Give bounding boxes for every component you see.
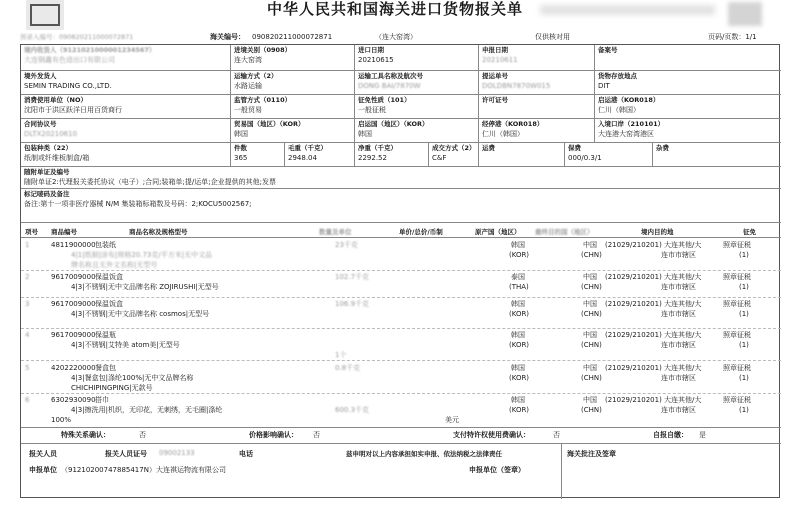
item-levy: 照章征税: [723, 364, 751, 372]
legal-statement: 兹申明对以上内容承担如实申报、依法纳税之法律责任: [346, 450, 502, 458]
bill-label: 提运单号: [482, 72, 508, 80]
supervision-label: 监管方式（0110）: [234, 96, 292, 104]
corner-barcode-icon: [728, 2, 762, 26]
pre-entry-label: 预录入编号：: [20, 33, 59, 41]
item-origin: 韩国: [511, 241, 525, 249]
item-spec-2: 100%: [51, 416, 72, 424]
item-qty: 102.7千克: [335, 273, 370, 281]
license-label: 许可证号: [482, 96, 508, 104]
declare-date-value: 20210611: [482, 56, 518, 64]
item-code: 4811900000: [51, 241, 96, 249]
package-label: 包装种类（22）: [24, 144, 73, 152]
row-divider: [21, 297, 781, 298]
gross-weight-cell: [285, 143, 355, 167]
item-dest-code: (CHN): [581, 251, 602, 259]
declarer-label: 报关人员: [29, 450, 57, 458]
item-domestic: (21029/210201) 大连其他/大: [605, 364, 702, 372]
col-no: 项号: [25, 228, 38, 236]
entry-place-value: 大连港大窑湾港区: [598, 130, 654, 138]
declare-date-label: 申报日期: [482, 46, 508, 54]
shipper-value: SEMIN TRADING CO.,LTD.: [24, 82, 112, 90]
supervision-cell: [231, 95, 355, 119]
royalty-label: 支付特许权使用费确认：: [453, 431, 530, 439]
self-pay-label: 自报自缴：: [653, 431, 688, 439]
pieces-cell: [231, 143, 285, 167]
item-levy: 照章征税: [723, 331, 751, 339]
entry-port-label: 进境关别（0908）: [234, 46, 292, 54]
item-domestic-2: 连市市辖区: [661, 283, 696, 291]
item-code: 9617009000: [51, 273, 96, 281]
levy-value: 一般征税: [358, 106, 386, 114]
marks-value: 备注:第十一项非医疗器械 N/M 集装箱标箱数及号码：2;KOCU5002567;: [24, 200, 252, 208]
storage-label: 货物存放地点: [598, 72, 637, 80]
import-date-label: 进口日期: [358, 46, 384, 54]
item-no: 3: [25, 300, 30, 308]
package-cell: [21, 143, 231, 167]
attached-docs-cell: [21, 167, 781, 189]
declare-date-cell: [479, 45, 595, 71]
license-cell: [479, 95, 595, 119]
transit-port-value: 仁川（韩国）: [482, 130, 524, 138]
item-origin: 韩国: [511, 396, 525, 404]
item-levy: 照章征税: [723, 300, 751, 308]
item-dest-code: (CHN): [581, 374, 602, 382]
item-code: 9617009000: [51, 300, 96, 308]
deal-mode-cell: [429, 143, 479, 167]
storage-cell: [595, 71, 781, 95]
declarer-cert-label: 报关人员证号: [105, 450, 147, 458]
price-impact-value: 否: [313, 431, 320, 439]
item-name: 搭巾: [95, 396, 109, 404]
item-levy-code: (1): [739, 374, 749, 382]
consumer-label: 消费使用单位（NO）: [24, 96, 87, 104]
item-domestic-2: 连市市辖区: [661, 310, 696, 318]
confirm-row: [21, 430, 781, 442]
vessel-value: DONG BAI/7870W: [358, 82, 421, 90]
contract-value: DLTX20210610: [24, 130, 78, 138]
item-origin-code: (KOR): [509, 406, 530, 414]
net-weight-value: 2292.52: [358, 154, 387, 162]
footer-block: [21, 447, 781, 499]
customs-note-divider: [561, 443, 562, 499]
item-levy-code: (1): [739, 283, 749, 291]
item-domestic: (21029/210201) 大连其他/大: [605, 331, 702, 339]
item-domestic: (21029/210201) 大连其他/大: [605, 300, 702, 308]
item-dest-code: (CHN): [581, 341, 602, 349]
pre-entry-value: 090820211000072871: [59, 33, 134, 41]
goods-header-divider: [21, 237, 781, 238]
bill-value: DOLDBN7870W015: [482, 82, 551, 90]
item-levy: 照章征税: [723, 273, 751, 281]
net-weight-cell: [355, 143, 429, 167]
trade-country-value: 韩国: [234, 130, 248, 138]
item-origin: 韩国: [511, 364, 525, 372]
confirm-divider-top: [21, 427, 781, 428]
item-domestic-2: 连市市辖区: [661, 251, 696, 259]
header-meta-row: [20, 30, 780, 44]
item-origin: 韩国: [511, 331, 525, 339]
item-qty: 23千克: [335, 241, 358, 249]
item-origin: 韩国: [511, 300, 525, 308]
levy-cell: [355, 95, 479, 119]
departure-country-cell: [355, 119, 479, 143]
insurance-value: 000/0.3/1: [568, 154, 602, 162]
origin-port-cell: [595, 95, 781, 119]
item-origin-code: (KOR): [509, 251, 530, 259]
misc-fee-cell: [653, 143, 781, 167]
item-origin-code: (KOR): [509, 374, 530, 382]
item-dest: 中国: [583, 331, 597, 339]
consignee-label: 境内收货人（9121021000001234567）: [24, 46, 156, 54]
entry-place-cell: [595, 119, 781, 143]
col-origin: 原产国（地区）: [475, 228, 521, 236]
item-spec-2: 牌名称且无外文名称|无型号: [71, 261, 158, 269]
customs-office: （连大窑湾）: [375, 33, 417, 41]
item-no: 4: [25, 331, 30, 339]
row-divider: [21, 360, 781, 361]
item-code: 4202220000: [51, 364, 96, 372]
item-no: 2: [25, 273, 30, 281]
item-dest: 中国: [583, 396, 597, 404]
customs-note-label: 海关批注及签章: [567, 450, 616, 458]
item-domestic-2: 连市市辖区: [661, 374, 696, 382]
item-name: 保温瓶: [95, 331, 116, 339]
deal-mode-label: 成交方式（2）: [432, 144, 476, 152]
customs-no-value: 090820211000072871: [252, 33, 333, 41]
page-indicator: 页码/页数：1/1: [708, 33, 757, 41]
item-dest: 中国: [583, 300, 597, 308]
item-qty: 0.8千克: [335, 364, 361, 372]
item-name: 保温饭盒: [95, 273, 123, 281]
trade-country-cell: [231, 119, 355, 143]
item-levy-code: (1): [739, 406, 749, 414]
misc-fee-label: 杂费: [656, 144, 669, 152]
item-domestic: (21029/210201) 大连其他/大: [605, 241, 702, 249]
levy-label: 征免性质（101）: [358, 96, 411, 104]
consignee-cell: [21, 45, 231, 71]
freight-label: 运费: [482, 144, 495, 152]
item-qty: 600.3千克: [335, 406, 370, 414]
col-domestic: 境内目的地: [641, 228, 674, 236]
contract-label: 合同协议号: [24, 120, 57, 128]
insurance-cell: [565, 143, 653, 167]
declaration-form: [20, 44, 780, 498]
declare-seal-label: 申报单位（签章）: [469, 466, 525, 474]
gross-weight-value: 2948.04: [288, 154, 317, 162]
declarer-cert-value: 09002133: [159, 449, 195, 457]
departure-country-value: 韩国: [358, 130, 372, 138]
transport-mode-value: 水路运输: [234, 82, 262, 90]
item-domestic-2: 连市市辖区: [661, 406, 696, 414]
transit-port-cell: [479, 119, 595, 143]
col-levy: 征免: [743, 228, 756, 236]
record-no-label: 备案号: [598, 46, 618, 54]
item-levy-code: (1): [739, 310, 749, 318]
item-domestic: (21029/210201) 大连其他/大: [605, 273, 702, 281]
special-relation-label: 特殊关系确认：: [61, 431, 110, 439]
col-dest: 最终目的国（地区）: [535, 228, 594, 236]
declare-unit-value: （91210200747885417N）大连祺运物流有限公司: [61, 466, 226, 474]
row-divider: [21, 328, 781, 329]
qr-code-icon: [26, 0, 64, 30]
item-origin-code: (THA): [509, 283, 529, 291]
item-origin-code: (KOR): [509, 310, 530, 318]
freight-cell: [479, 143, 565, 167]
item-levy-code: (1): [739, 341, 749, 349]
item-currency: 美元: [445, 416, 459, 424]
item-code: 6302930090: [51, 396, 96, 404]
origin-port-value: 仁川（韩国）: [598, 106, 640, 114]
item-levy-code: (1): [739, 251, 749, 259]
supervision-value: 一般贸易: [234, 106, 262, 114]
vessel-label: 运输工具名称及航次号: [358, 72, 423, 80]
item-name: 保温饭盒: [95, 300, 123, 308]
col-name: 商品名称及规格型号: [129, 228, 188, 236]
item-origin-code: (KOR): [509, 341, 530, 349]
item-code: 9617009000: [51, 331, 96, 339]
consumer-value: 沈阳市于洪区跃洋日用百货商行: [24, 106, 122, 114]
item-domestic: (21029/210201) 大连其他/大: [605, 396, 702, 404]
item-dest-code: (CHN): [581, 406, 602, 414]
item-spec: 4|1|纸制|涂布|规格20.73克/平方米|无中文品: [71, 251, 213, 259]
item-no: 6: [25, 396, 30, 404]
item-dest: 中国: [583, 364, 597, 372]
item-no: 1: [25, 241, 30, 249]
confirm-divider-bottom: [21, 443, 781, 444]
item-levy: 照章征税: [723, 241, 751, 249]
shipper-label: 境外发货人: [24, 72, 57, 80]
transit-port-label: 经停港（KOR018）: [482, 120, 544, 128]
net-weight-label: 净重（千克）: [358, 144, 397, 152]
declare-unit-label: 申报单位: [29, 466, 57, 474]
item-qty: 106.9千克: [335, 300, 370, 308]
package-value: 纸制或纤维板制盒/箱: [24, 154, 90, 162]
item-dest: 中国: [583, 241, 597, 249]
row-divider: [21, 270, 781, 271]
transport-mode-cell: [231, 71, 355, 95]
item-levy: 照章征税: [723, 396, 751, 404]
bill-cell: [479, 71, 595, 95]
departure-country-label: 启运国（地区）（KOR）: [358, 120, 429, 128]
storage-value: DIT: [598, 82, 610, 90]
import-date-value: 20210615: [358, 56, 394, 64]
col-code: 商品编号: [51, 228, 77, 236]
col-qty: 数量及单位: [319, 228, 352, 236]
entry-port-value: 连大窑湾: [234, 56, 262, 64]
item-dest: 中国: [583, 273, 597, 281]
trade-country-label: 贸易国（地区）（KOR）: [234, 120, 305, 128]
pieces-label: 件数: [234, 144, 247, 152]
self-pay-value: 是: [699, 431, 706, 439]
item-domestic-2: 连市市辖区: [661, 341, 696, 349]
transport-mode-label: 运输方式（2）: [234, 72, 278, 80]
price-impact-label: 价格影响确认：: [249, 431, 298, 439]
marks-label: 标记唛码及备注: [24, 190, 70, 198]
import-date-cell: [355, 45, 479, 71]
item-spec: 4|3|不锈钢|艾特美 atom美|无型号: [71, 341, 180, 349]
item-spec: 4|3|不锈钢|无中文品牌名称 ZOJIRUSHI|无型号: [71, 283, 219, 291]
entry-place-label: 入境口岸（210101）: [598, 120, 665, 128]
marks-cell: [21, 189, 781, 223]
item-spec: 4|3|擦洗用|机织，无印花，无刺绣，无毛圈|涤纶: [71, 406, 223, 414]
entry-port-cell: [231, 45, 355, 71]
shipper-cell: [21, 71, 231, 95]
contract-cell: [21, 119, 231, 143]
insurance-label: 保费: [568, 144, 581, 152]
vessel-cell: [355, 71, 479, 95]
phone-label: 电话: [239, 450, 253, 458]
item-spec: 4|3|餐盒包|涤纶100%|无中文品牌名称: [71, 374, 194, 382]
document-title: 中华人民共和国海关进口货物报关单: [266, 0, 523, 18]
attached-docs-label: 随附单证及编号: [24, 168, 70, 176]
item-spec-2: CHICHIPINGPING|无款号: [71, 384, 153, 392]
record-no-cell: [595, 45, 781, 71]
item-spec: 4|3|不锈钢|无中文品牌名称 cosmos|无型号: [71, 310, 210, 318]
item-origin: 泰国: [511, 273, 525, 281]
redaction-blur: [540, 5, 715, 15]
item-no: 5: [25, 364, 30, 372]
consumer-cell: [21, 95, 231, 119]
customs-no-label: 海关编号：: [210, 33, 245, 41]
attached-docs-value: 随附单证2:代理报关委托协议（电子）;合同;装箱单;提/运单;企业提供的其他;发票: [24, 178, 276, 186]
gross-weight-label: 毛重（千克）: [288, 144, 327, 152]
item-qty: 1个: [335, 351, 347, 359]
special-relation-value: 否: [139, 431, 146, 439]
check-use-label: 仅供核对用: [535, 33, 570, 41]
royalty-value: 否: [553, 431, 560, 439]
pieces-value: 365: [234, 154, 248, 162]
deal-mode-value: C&F: [432, 154, 447, 162]
item-dest-code: (CHN): [581, 283, 602, 291]
item-name: 包装纸: [95, 241, 116, 249]
item-dest-code: (CHN): [581, 310, 602, 318]
consignee-value: 大连钢鑫有色进出口有限公司: [24, 56, 115, 64]
item-name: 餐盒包: [95, 364, 116, 372]
row-divider: [21, 393, 781, 394]
col-price: 单价/总价/币制: [399, 228, 443, 236]
origin-port-label: 启运港（KOR018）: [598, 96, 660, 104]
